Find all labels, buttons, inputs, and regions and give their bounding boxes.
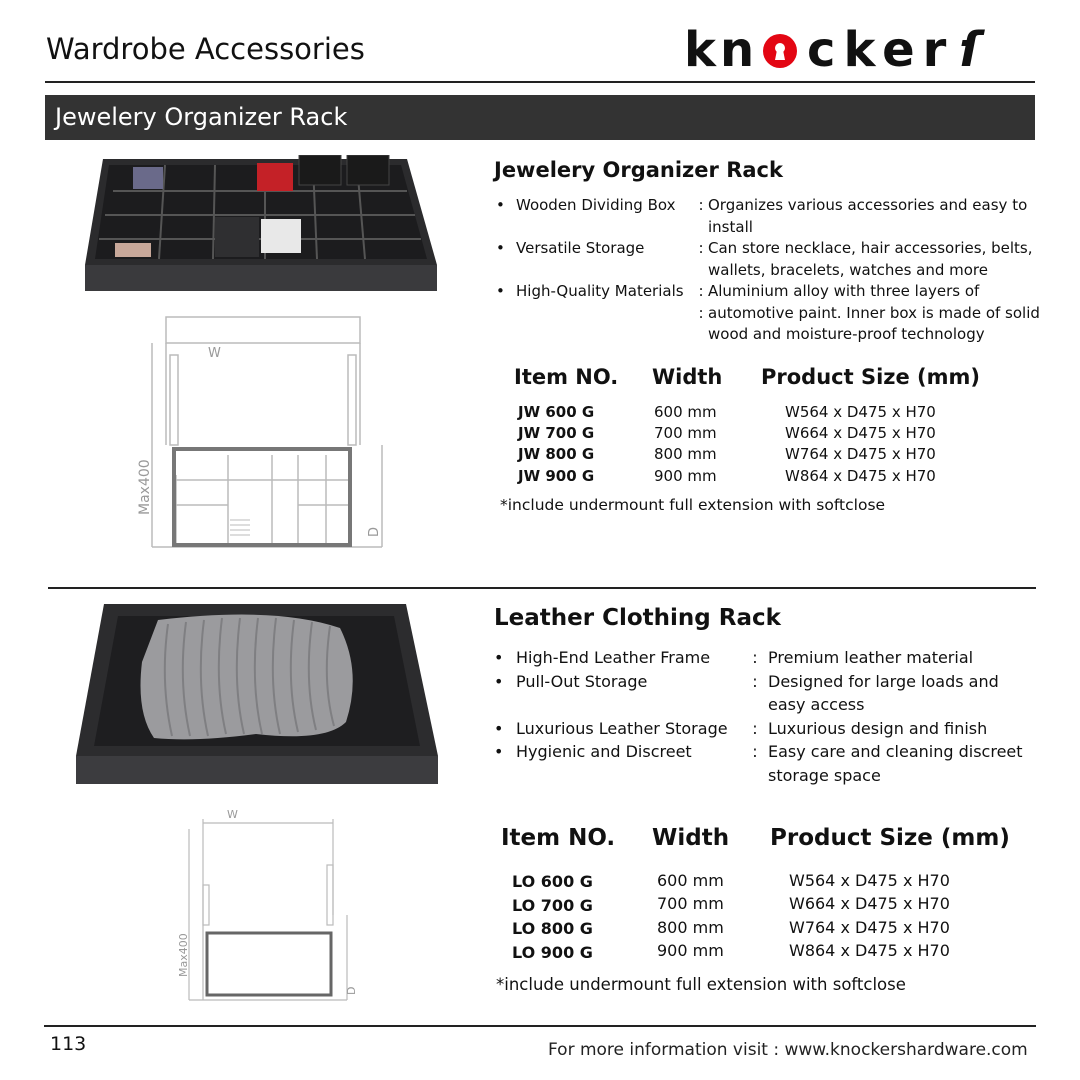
page-title: Wardrobe Accessories: [46, 32, 365, 66]
leather-drawing-max-label: Max400: [177, 933, 190, 977]
leather-drawing-d-label: D: [345, 986, 358, 995]
jewelery-row-width: 900 mm: [654, 467, 717, 485]
logo-text-rest: cker: [807, 24, 955, 72]
jewelery-dimension-drawing: [130, 315, 395, 555]
feature-name: High-End Leather Frame: [516, 648, 711, 667]
feature-desc-line: wallets, bracelets, watches and more: [708, 260, 988, 279]
feature-row: [496, 238, 1041, 281]
knockers-logo: [684, 24, 989, 72]
jewelery-row-size: W764 x D475 x H70: [785, 445, 936, 463]
leather-note: *include undermount full extension with softclose: [496, 975, 906, 994]
leather-title: Leather Clothing Rack: [494, 605, 781, 631]
bullet-icon: •: [496, 239, 505, 257]
jewelery-row-width: 800 mm: [654, 445, 717, 463]
jewelery-row-width: 700 mm: [654, 424, 717, 442]
jewelery-drawing-w-label: W: [208, 346, 221, 361]
logo-text-k: k: [684, 24, 716, 72]
feature-name: [516, 303, 694, 346]
bullet-icon: •: [494, 742, 504, 761]
feature-name: Wooden Dividing Box: [516, 196, 676, 214]
leather-dimension-drawing: [175, 805, 365, 1005]
feature-desc-line: install: [708, 217, 753, 236]
section-banner: [45, 95, 1035, 140]
bullet-icon: •: [494, 648, 504, 667]
feature-desc: [708, 195, 1027, 238]
leather-row-size: W864 x D475 x H70: [789, 941, 950, 960]
feature-colon: :: [752, 718, 758, 738]
jewelery-header-size: Product Size (mm): [761, 365, 981, 389]
jewelery-row-size: W564 x D475 x H70: [785, 403, 936, 421]
feature-name: Hygienic and Discreet: [516, 742, 692, 761]
feature-name: Pull-Out Storage: [516, 671, 648, 691]
leather-row-width: 700 mm: [657, 894, 724, 913]
page-number: 113: [50, 1033, 87, 1055]
bullet-icon: •: [496, 196, 505, 214]
jewelery-row-item: JW 700 G: [518, 424, 595, 442]
feature-desc-line: storage space: [768, 765, 881, 785]
feature-desc: [768, 670, 999, 717]
feature-desc: Luxurious design and finish: [768, 718, 988, 738]
leather-row-item: LO 700 G: [512, 896, 593, 915]
leather-row-item: LO 800 G: [512, 919, 593, 938]
feature-desc: Aluminium alloy with three layers of: [708, 282, 980, 300]
jewelery-note: *include undermount full extension with softclose: [500, 496, 886, 514]
banner-title: Jewelery Organizer Rack: [55, 103, 348, 131]
feature-desc-line: Easy care and cleaning discreet: [768, 742, 1023, 761]
jewelery-row-size: W864 x D475 x H70: [785, 467, 936, 485]
leather-header-size: Product Size (mm): [770, 825, 1010, 851]
leather-header-width: Width: [652, 825, 730, 851]
bullet-icon: •: [494, 718, 504, 738]
logo-text-s: ſ: [959, 24, 980, 72]
feature-desc: [708, 303, 1040, 346]
leather-header-item: Item NO.: [501, 825, 616, 851]
jewelery-drawing-d-label: D: [367, 526, 382, 537]
feature-row: [496, 303, 1041, 346]
leather-rack-image: [76, 602, 440, 786]
jewelery-drawing-max-label: Max400: [137, 459, 153, 515]
jewelery-features: [496, 195, 1041, 346]
leather-row-width: 900 mm: [657, 941, 724, 960]
bullet-icon: •: [496, 282, 505, 300]
feature-colon: :: [698, 239, 704, 257]
feature-desc-line: easy access: [768, 695, 865, 714]
feature-colon: :: [698, 282, 704, 300]
feature-desc-line: automotive paint. Inner box is made of solid: [708, 303, 1040, 322]
leather-row-width: 600 mm: [657, 871, 724, 890]
jewelery-row-item: JW 900 G: [518, 467, 595, 485]
bullet-spacer: [496, 303, 516, 346]
leather-row-item: LO 600 G: [512, 872, 593, 891]
feature-row: [496, 195, 1041, 238]
jewelery-rack-image: [85, 155, 440, 295]
leather-features: [494, 646, 1039, 787]
jewelery-title: Jewelery Organizer Rack: [494, 158, 783, 182]
feature-desc: [768, 740, 1023, 787]
jewelery-row-item: JW 800 G: [518, 445, 595, 463]
header-rule: [45, 81, 1035, 83]
feature-row: [494, 670, 1039, 717]
feature-colon: :: [698, 303, 704, 322]
feature-desc-line: Organizes various accessories and easy to: [708, 196, 1028, 214]
jewelery-row-size: W664 x D475 x H70: [785, 424, 936, 442]
feature-desc: [708, 238, 1033, 281]
leather-row-size: W664 x D475 x H70: [789, 894, 950, 913]
feature-row: [494, 740, 1039, 787]
leather-drawing-w-label: W: [227, 808, 238, 821]
feature-colon: :: [698, 196, 704, 214]
feature-name: Versatile Storage: [516, 239, 645, 257]
leather-row-size: W764 x D475 x H70: [789, 918, 950, 937]
feature-desc: Premium leather material: [768, 648, 974, 667]
jewelery-row-width: 600 mm: [654, 403, 717, 421]
footer-rule: [44, 1025, 1036, 1027]
feature-colon: :: [752, 671, 758, 691]
feature-name: High-Quality Materials: [516, 282, 684, 300]
footer-website-text: For more information visit : www.knockershardware.com: [548, 1040, 1028, 1060]
leather-row-item: LO 900 G: [512, 943, 593, 962]
section-divider: [48, 587, 1036, 589]
bullet-icon: •: [494, 671, 504, 691]
leather-row-size: W564 x D475 x H70: [789, 871, 950, 890]
feature-row: [496, 281, 1041, 303]
feature-row: [494, 717, 1039, 741]
jewelery-row-item: JW 600 G: [518, 403, 595, 421]
leather-row-width: 800 mm: [657, 918, 724, 937]
feature-desc-line: wood and moisture-proof technology: [708, 325, 985, 343]
feature-row: [494, 646, 1039, 670]
jewelery-header-item: Item NO.: [514, 365, 619, 389]
feature-name: Luxurious Leather Storage: [516, 718, 728, 738]
feature-desc-line: Can store necklace, hair accessories, belts,: [708, 239, 1033, 257]
feature-colon: :: [752, 648, 758, 667]
feature-colon: :: [752, 742, 758, 761]
logo-text-n: n: [720, 24, 755, 72]
feature-desc-line: Designed for large loads and: [768, 671, 999, 691]
jewelery-header-width: Width: [652, 365, 723, 389]
